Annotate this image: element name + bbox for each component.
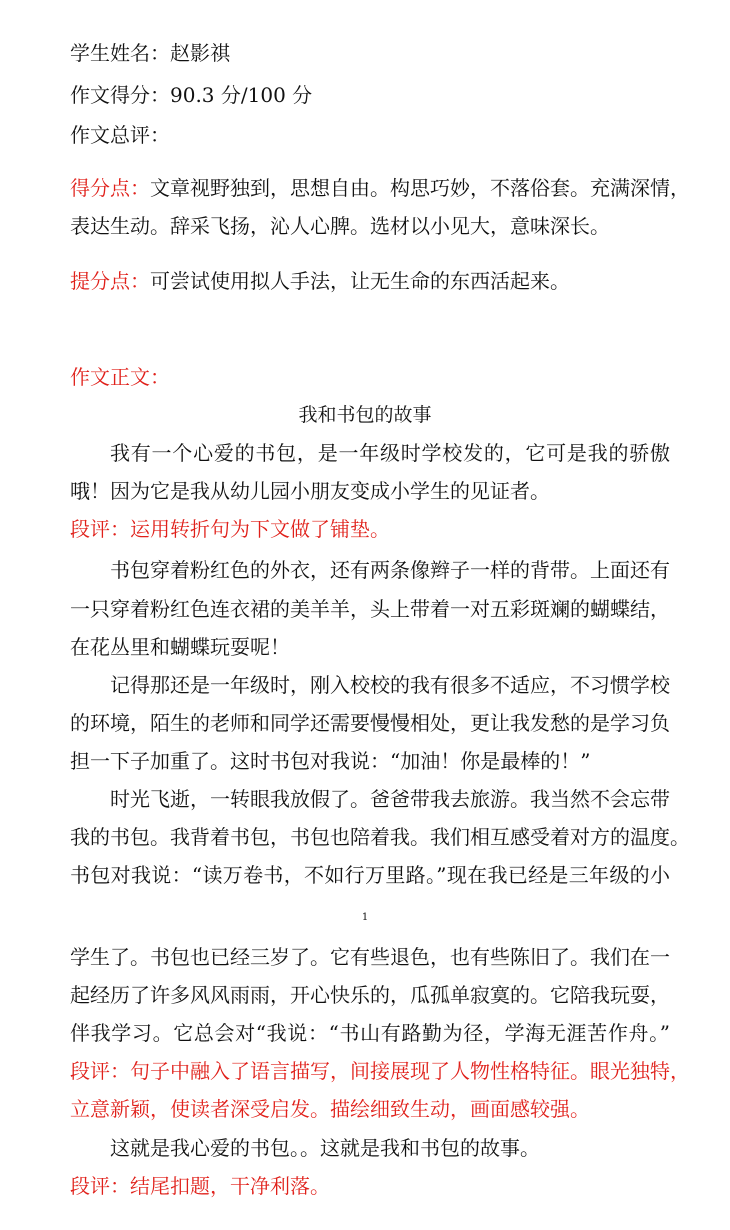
improve-label: 提分点： — [70, 269, 150, 293]
improve-text: 可尝试使用拟人手法，让无生命的东西活起来。 — [150, 269, 570, 293]
student-name: 赵影祺 — [170, 41, 230, 65]
p4-line-3: 书包对我说：“读万卷书，不如行万里路。”现在我已经是三年级的小 — [70, 863, 670, 887]
score-label: 作文得分： — [70, 83, 170, 107]
comment-1 — [70, 516, 390, 542]
comment-3-label: 段评： — [70, 1174, 130, 1198]
improve-line — [70, 268, 570, 294]
comment-3-text: 结尾扣题，干净利落。 — [130, 1174, 330, 1198]
p3-line-3: 担一下子加重了。这时书包对我说：“加油！你是最棒的！” — [70, 749, 591, 773]
score-line — [70, 82, 312, 108]
p3-line-1: 记得那还是一年级时，刚入校校的我有很多不适应，不习惯学校 — [110, 673, 670, 697]
comment-2-text-1: 句子中融入了语言描写，间接展现了人物性格特征。眼光独特， — [130, 1059, 690, 1083]
p4-line-2: 我的书包。我背着书包，书包也陪着我。我们相互感受着对方的温度。 — [70, 825, 690, 849]
merit-text-2: 表达生动。辞采飞扬，沁人心脾。选材以小见大，意味深长。 — [70, 214, 610, 238]
p2-line-3: 在花丛里和蝴蝶玩耍呢！ — [70, 635, 290, 659]
p2-line-1: 书包穿着粉红色的外衣，还有两条像辫子一样的背带。上面还有 — [110, 558, 670, 582]
comment-1-text: 运用转折句为下文做了铺垫。 — [130, 517, 390, 541]
p1-line-1: 我有一个心爱的书包，是一年级时学校发的，它可是我的骄傲 — [110, 441, 670, 465]
comment-2-line-1 — [70, 1058, 690, 1084]
comment-1-label: 段评： — [70, 517, 130, 541]
p1-line-2: 哦！因为它是我从幼儿园小朋友变成小学生的见证者。 — [70, 479, 550, 503]
essay-section-heading: 作文正文： — [70, 365, 170, 389]
p4-line-6: 伴我学习。它总会对“我说：“书山有路勤为径，学海无涯苦作舟。” — [70, 1021, 670, 1045]
student-name-line — [70, 40, 230, 66]
p4-line-4: 学生了。书包也已经三岁了。它有些退色，也有些陈旧了。我们在一 — [70, 945, 670, 969]
p5-line: 这就是我心爱的书包。。这就是我和书包的故事。 — [110, 1136, 540, 1160]
page-number: 1 — [361, 912, 369, 923]
p4-line-5: 起经历了许多风风雨雨，开心快乐的，瓜孤单寂寞的。它陪我玩耍， — [70, 983, 670, 1007]
p2-line-2: 一只穿着粉红色连衣裙的美羊羊，头上带着一对五彩斑斓的蝴蝶结， — [70, 597, 670, 621]
merit-label: 得分点： — [70, 176, 150, 200]
p3-line-2: 的环境，陌生的老师和同学还需要慢慢相处，更让我发愁的是学习负 — [70, 711, 670, 735]
comment-3 — [70, 1173, 330, 1199]
overall-comment-heading: 作文总评： — [70, 123, 170, 147]
merit-text-1: 文章视野独到，思想自由。构思巧妙，不落俗套。充满深情， — [150, 176, 690, 200]
comment-2-line-2: 立意新颖，使读者深受启发。描绘细致生动，画面感较强。 — [70, 1097, 590, 1121]
merit-line-1 — [70, 175, 690, 201]
essay-title: 我和书包的故事 — [298, 404, 432, 426]
comment-2-label: 段评： — [70, 1059, 130, 1083]
score-value: 90.3 分/100 分 — [170, 83, 313, 107]
p4-line-1: 时光飞逝，一转眼我放假了。爸爸带我去旅游。我当然不会忘带 — [110, 787, 670, 811]
student-name-label: 学生姓名： — [70, 41, 170, 65]
